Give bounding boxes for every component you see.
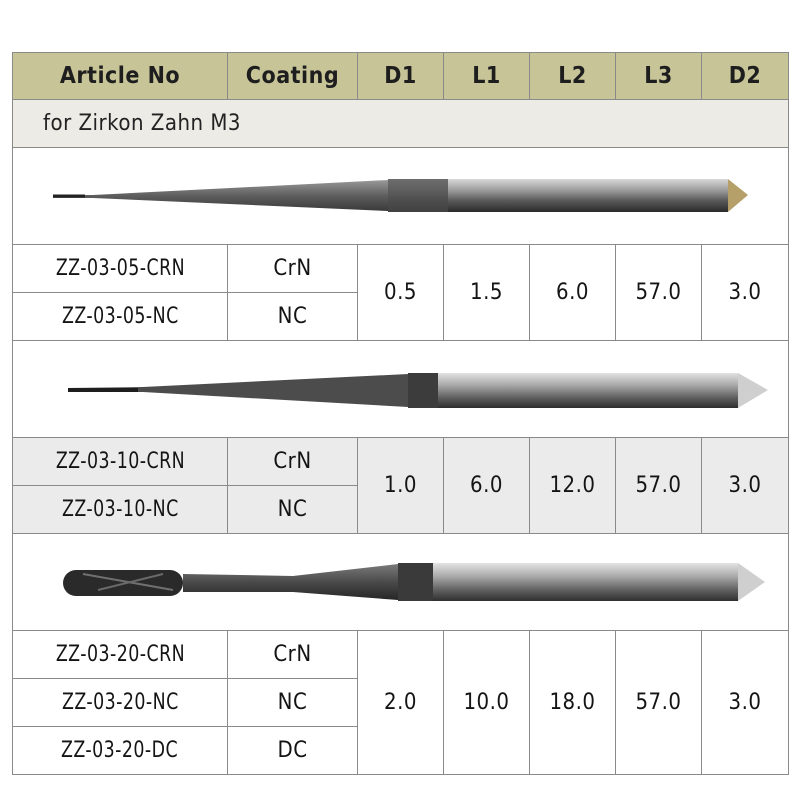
article-no-cell: ZZ-03-05-NC <box>13 293 228 341</box>
article-no-cell: ZZ-03-20-DC <box>13 727 228 775</box>
coating-cell: NC <box>228 679 358 727</box>
l3-cell: 57.0 <box>616 438 702 534</box>
l3-cell: 57.0 <box>616 631 702 775</box>
tool-image-row <box>13 148 789 245</box>
table-row <box>13 245 789 293</box>
d1-cell: 1.0 <box>358 438 444 534</box>
d1-cell: 2.0 <box>358 631 444 775</box>
spec-table <box>12 52 789 775</box>
coating-cell: CrN <box>228 438 358 486</box>
table-row <box>13 438 789 486</box>
header-d2: D2 <box>702 53 789 100</box>
l1-cell: 6.0 <box>444 438 530 534</box>
article-no-cell: ZZ-03-10-NC <box>13 486 228 534</box>
header-l1: L1 <box>444 53 530 100</box>
header-l2: L2 <box>530 53 616 100</box>
header-d1: D1 <box>358 53 444 100</box>
l2-cell: 12.0 <box>530 438 616 534</box>
l1-cell: 10.0 <box>444 631 530 775</box>
l2-cell: 18.0 <box>530 631 616 775</box>
d2-cell: 3.0 <box>702 631 789 775</box>
header-row <box>13 53 789 100</box>
end-mill-2.0mm-image <box>13 534 789 631</box>
coating-cell: NC <box>228 486 358 534</box>
product-table <box>12 52 788 789</box>
end-mill-0.5mm-image <box>13 148 789 245</box>
tool-image-row <box>13 534 789 631</box>
l2-cell: 6.0 <box>530 245 616 341</box>
header-l3: L3 <box>616 53 702 100</box>
header-coating: Coating <box>228 53 358 100</box>
article-no-cell: ZZ-03-20-CRN <box>13 631 228 679</box>
table-row <box>13 631 789 679</box>
article-no-cell: ZZ-03-10-CRN <box>13 438 228 486</box>
subtitle-row <box>13 100 789 148</box>
tool-image-row <box>13 341 789 438</box>
coating-cell: CrN <box>228 245 358 293</box>
l3-cell: 57.0 <box>616 245 702 341</box>
coating-cell: DC <box>228 727 358 775</box>
coating-cell: NC <box>228 293 358 341</box>
l1-cell: 1.5 <box>444 245 530 341</box>
d1-cell: 0.5 <box>358 245 444 341</box>
d2-cell: 3.0 <box>702 438 789 534</box>
d2-cell: 3.0 <box>702 245 789 341</box>
header-article-no: Article No <box>13 53 228 100</box>
article-no-cell: ZZ-03-20-NC <box>13 679 228 727</box>
subtitle: for Zirkon Zahn M3 <box>13 100 789 148</box>
end-mill-1.0mm-image <box>13 341 789 438</box>
article-no-cell: ZZ-03-05-CRN <box>13 245 228 293</box>
coating-cell: CrN <box>228 631 358 679</box>
